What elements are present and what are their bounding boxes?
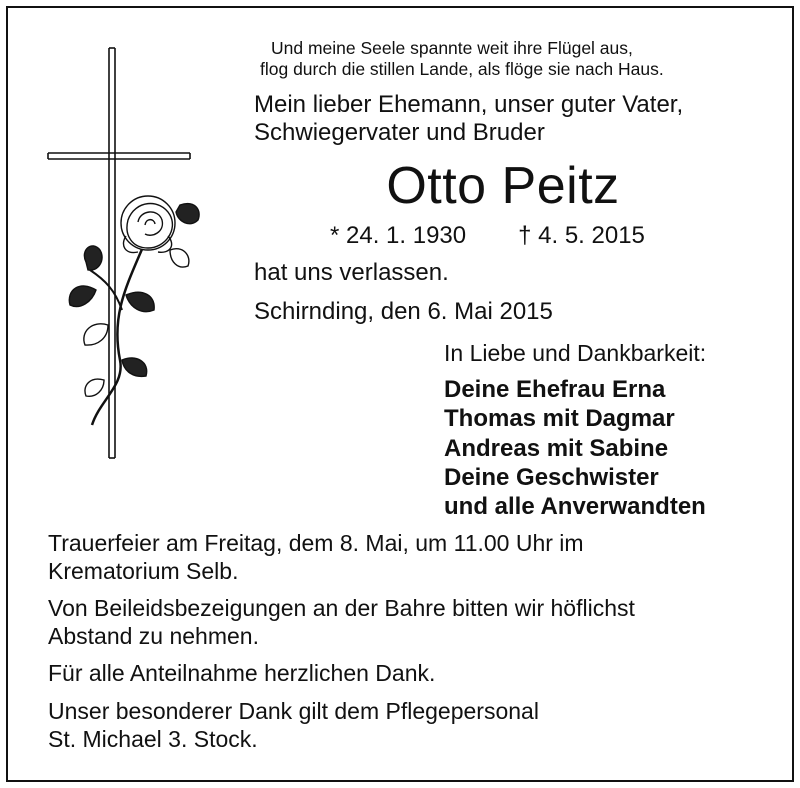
motto-verse: [260, 38, 664, 79]
thanks-heading: In Liebe und Dankbarkeit:: [444, 340, 707, 366]
condolence-notice: Von Beileidsbezeigungen an der Bahre bitten wir höflichst Abstand zu nehmen.: [48, 595, 635, 649]
mourner-item: Thomas mit Dagmar: [444, 405, 675, 433]
mourner-item: und alle Anverwandten: [444, 493, 706, 521]
deceased-name: Otto Peitz: [386, 157, 620, 215]
mourner-item: Andreas mit Sabine: [444, 434, 669, 462]
birth-date: * 24. 1. 1930: [330, 222, 467, 249]
cross-and-rose-illustration: [30, 40, 210, 470]
funeral-notice: Trauerfeier am Freitag, dem 8. Mai, um 11.00 Uhr im Krematorium Selb.: [48, 530, 584, 584]
notices-section: [48, 530, 635, 763]
life-dates: [330, 222, 645, 250]
place-date: Schirnding, den 6. Mai 2015: [254, 298, 553, 325]
thanks-notice: Für alle Anteilnahme herzlichen Dank.: [48, 660, 436, 687]
passed-away-text: hat uns verlassen.: [254, 259, 449, 286]
intro-text: [254, 91, 683, 147]
intro-line-1: Mein lieber Ehemann, unser guter Vater,: [254, 91, 684, 118]
mourner-item: Deine Geschwister: [444, 463, 659, 491]
mourner-item: Deine Ehefrau Erna: [444, 376, 666, 403]
motto-line-1: Und meine Seele spannte weit ihre Flügel aus,: [271, 38, 633, 58]
motto-line-2: flog durch die stillen Lande, als flöge sie nach Haus.: [260, 58, 664, 79]
mourners-list: [444, 375, 706, 521]
rose-icon: [69, 196, 199, 425]
care-staff-thanks: Unser besonderer Dank gilt dem Pflegepersonal St. Michael 3. Stock.: [48, 697, 539, 752]
intro-line-2: Schwiegervater und Bruder: [254, 119, 545, 147]
cross-icon: [48, 48, 190, 458]
death-date: † 4. 5. 2015: [518, 222, 645, 249]
